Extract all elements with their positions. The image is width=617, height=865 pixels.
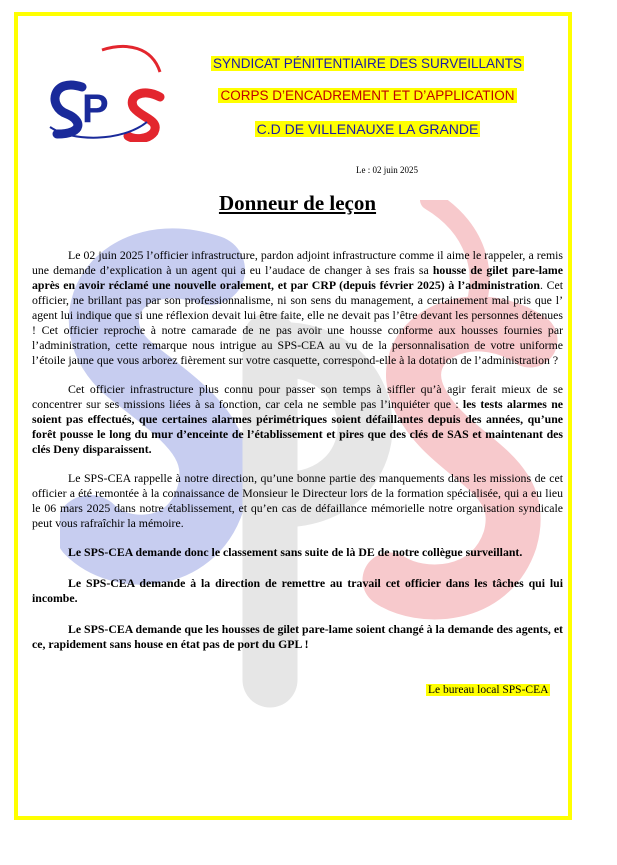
document-title: Donneur de leçon xyxy=(218,191,377,215)
logo-letter-p: P xyxy=(82,87,109,131)
paragraph-4: Le SPS-CEA demande donc le classement sans suite de là DE de notre collègue surveillant. xyxy=(68,545,523,559)
document-body xyxy=(32,248,563,668)
paragraph-5: Le SPS-CEA demande à la direction de remettre au travail cet officier dans les tâches qui lui incombe. xyxy=(32,576,563,605)
header-line-1: SYNDICAT PÉNITENTIAIRE DES SURVEILLANTS xyxy=(212,56,523,71)
paragraph-3: Le SPS-CEA rappelle à notre direction, qu’une bonne partie des manquements dans les missions de cet officier a été remontée à la connaissance de Monsieur le Directeur lors de la formation spécialisée, qui a eu lieu le 06 mars 2025 dans notre établissement, et qu’en cas de défaillance mémorielle notre organisation syndicale peut vous rafraîchir la mémoire. xyxy=(32,471,563,530)
paragraph-1: Le 02 juin 2025 l’officier infrastructure, pardon adjoint infrastructure comme il aime le rappeler, a remis une demande d’explication à un agent qui a eu l’audace de changer à ses frais sa housse de gilet pare-lame après en avoir réclamé une nouvelle oralement, et par CRP (depuis février 2025) à l’administration. Cet officier, ne brillant pas par son professionnalisme, ni son sens du management, a certainement mal pris que l’ agent lui indique que si une réflexion devait lui être faite, elle ne devait pas l’être devant les personnes détenues ! Cet officier reproche à notre camarade de ne pas avoir une housse conforme aux housses fournies par l’administration, cette remarque nous intrigue au SPS-CEA au vu de la personnalisation de votre uniforme l’étoile jaune que vous arborez fièrement sur votre casquette, correspond-elle à la dotation de l’administration ? xyxy=(32,248,563,367)
paragraph-6: Le SPS-CEA demande que les housses de gilet pare-lame soient changé à la demande des agents, et ce, rapidement sans house en état pas de port du GPL ! xyxy=(32,622,563,651)
paragraph-2: Cet officier infrastructure plus connu pour passer son temps à siffler qu’à agir ferait mieux de se concentrer sur ses missions liées à sa fonction, car cela ne semble pas l’inquiéter que : les tests alarmes ne soient pas effectués, que certaines alarmes périmétriques soient défaillantes depuis des années, qu’une forêt pousse le long du mur d’enceinte de l’établissement et pires que des clés de SAS et maintenant des clés Deny disparaissent. xyxy=(32,382,563,456)
header-line-2: CORPS D’ENCADREMENT ET D’APPLICATION xyxy=(220,88,515,103)
document-date: Le : 02 juin 2025 xyxy=(356,165,418,175)
sps-logo xyxy=(42,42,172,142)
signature: Le bureau local SPS-CEA xyxy=(428,684,549,696)
header-line-3: C.D DE VILLENAUXE LA GRANDE xyxy=(256,121,479,137)
